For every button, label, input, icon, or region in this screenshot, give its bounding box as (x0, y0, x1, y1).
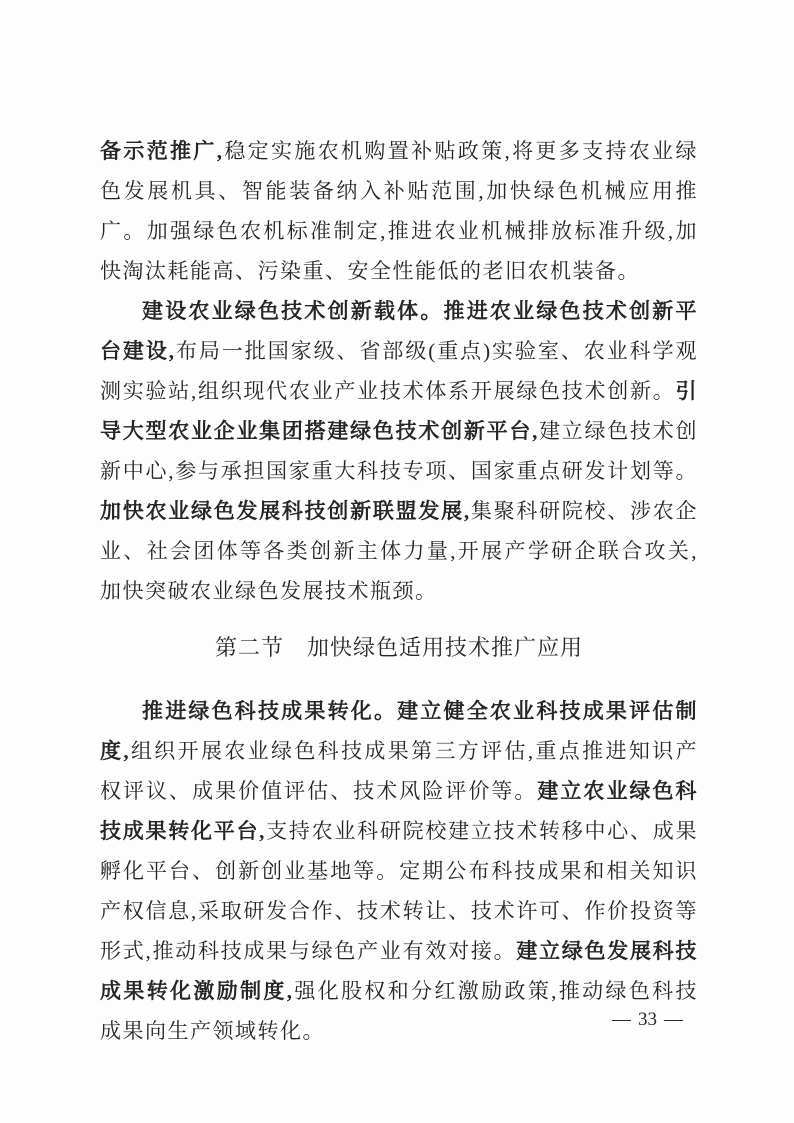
bold-text-segment: 建立农业绿色科技成果转化平台, (100, 779, 699, 843)
bold-text-segment: 引导大型农业企业集团搭建绿色技术创新平台, (100, 379, 698, 443)
text-segment: 组织开展农业绿色科技成果第三方评估,重点推进知识产权评议、成果价值评估、技术风险评价等。 (100, 739, 699, 803)
text-segment: 集聚科研院校、涉农企业、社会团体等各类创新主体力量,开展产学研企联合攻关,加快突破农业绿色发展技术瓶颈。 (100, 499, 699, 603)
paragraph-innovation-carrier (100, 291, 698, 611)
text-segment: 建立绿色技术创新中心,参与承担国家重大科技专项、国家重点研发计划等。 (100, 419, 699, 483)
text-segment: 稳定实施农机购置补贴政策,将更多支持农业绿色发展机具、智能装备纳入补贴范围,加快绿色机械应用推广。加强绿色农机标准制定,推进农业机械排放标准升级,加快淘汰耗能高、污染重、安全性能低的老旧农机装备。 (100, 139, 699, 283)
footer-left-dash: — (612, 1009, 631, 1030)
page-footer (605, 1008, 690, 1032)
bold-text-segment: 建设农业绿色技术创新载体。推进农业绿色技术创新平台建设, (100, 299, 698, 363)
bold-text-segment: 建立绿色发展科技成果转化激励制度, (100, 939, 699, 1003)
page-body-text (100, 131, 698, 1051)
text-segment: 布局一批国家级、省部级(重点)实验室、农业科学观测实验站,组织现代农业产业技术体系开展绿色技术创新。 (100, 339, 699, 403)
page-number: 33 (638, 1009, 657, 1030)
paragraph-achievement-transfer (100, 691, 698, 1051)
footer-right-dash: — (664, 1009, 683, 1030)
bold-text-segment: 备示范推广, (100, 139, 224, 163)
section-heading: 第二节 加快绿色适用技术推广应用 (214, 635, 583, 660)
text-segment: 强化股权和分红激励政策,推动绿色科技成果向生产领域转化。 (100, 979, 699, 1043)
bold-text-segment: 加快农业绿色发展科技创新联盟发展, (100, 499, 471, 523)
text-segment: 支持农业科研院校建立技术转移中心、成果孵化平台、创新创业基地等。定期公布科技成果和相关知识产权信息,采取研发合作、技术转让、技术许可、作价投资等形式,推动科技成果与绿色产业有效对接。 (100, 819, 699, 963)
bold-text-segment: 推进绿色科技成果转化。建立健全农业科技成果评估制度, (100, 699, 698, 763)
paragraph-machinery-demonstration (100, 131, 698, 291)
